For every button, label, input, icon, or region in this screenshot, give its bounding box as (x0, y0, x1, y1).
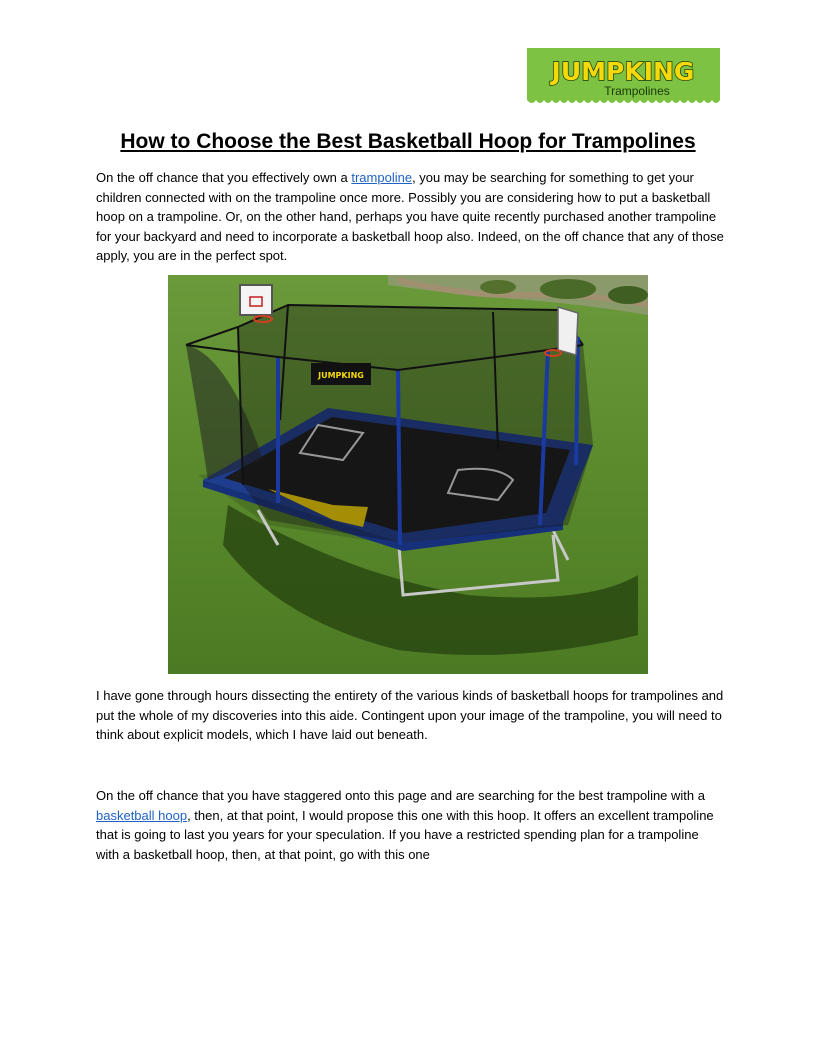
p3-text-before: On the off chance that you have staggered onto this page and are searching for the best trampoline with a (96, 788, 705, 803)
trampoline-link[interactable]: trampoline (351, 170, 413, 185)
logo-sub-text: Trampolines (604, 84, 670, 98)
body-paragraph-3 (96, 786, 724, 864)
intro-text-before: On the off chance that you effectively own a (96, 170, 352, 185)
net-brand-label: JUMPKING (318, 371, 364, 380)
jumpking-logo (527, 48, 720, 108)
body-paragraph-2: I have gone through hours dissecting the entirety of the various kinds of basketball hoops for trampolines and put the whole of my discoveries into this aide. Contingent upon your image of the trampoline, you will need to think about explicit models, which I have laid out beneath. (96, 688, 724, 742)
trampoline-photo (168, 275, 648, 674)
intro-paragraph (96, 168, 724, 266)
p3-text-after: , then, at that point, I would propose this one with this hoop. It offers an excellent trampoline that is going to last you years for your speculation. If you have a restricted spending plan for a trampoline with a basketball hoop, then, at that point, go with this one (96, 807, 714, 862)
logo-brand-text: JUMPKING (551, 57, 695, 86)
page-title: How to Choose the Best Basketball Hoop for Trampolines (120, 130, 696, 153)
basketball-hoop-link[interactable]: basketball hoop (96, 807, 188, 823)
intro-text-after: , you may be searching for something to get your children connected with on the trampoline once more. Possibly you are considering how to put a basketball hoop on a trampoline. Or, on the other hand, perhaps you have quite recently purchased another trampoline for your backyard and need to incorporate a basketball hoop also. Indeed, on the off chance that any of those apply, you are in the perfect spot. (96, 170, 724, 263)
